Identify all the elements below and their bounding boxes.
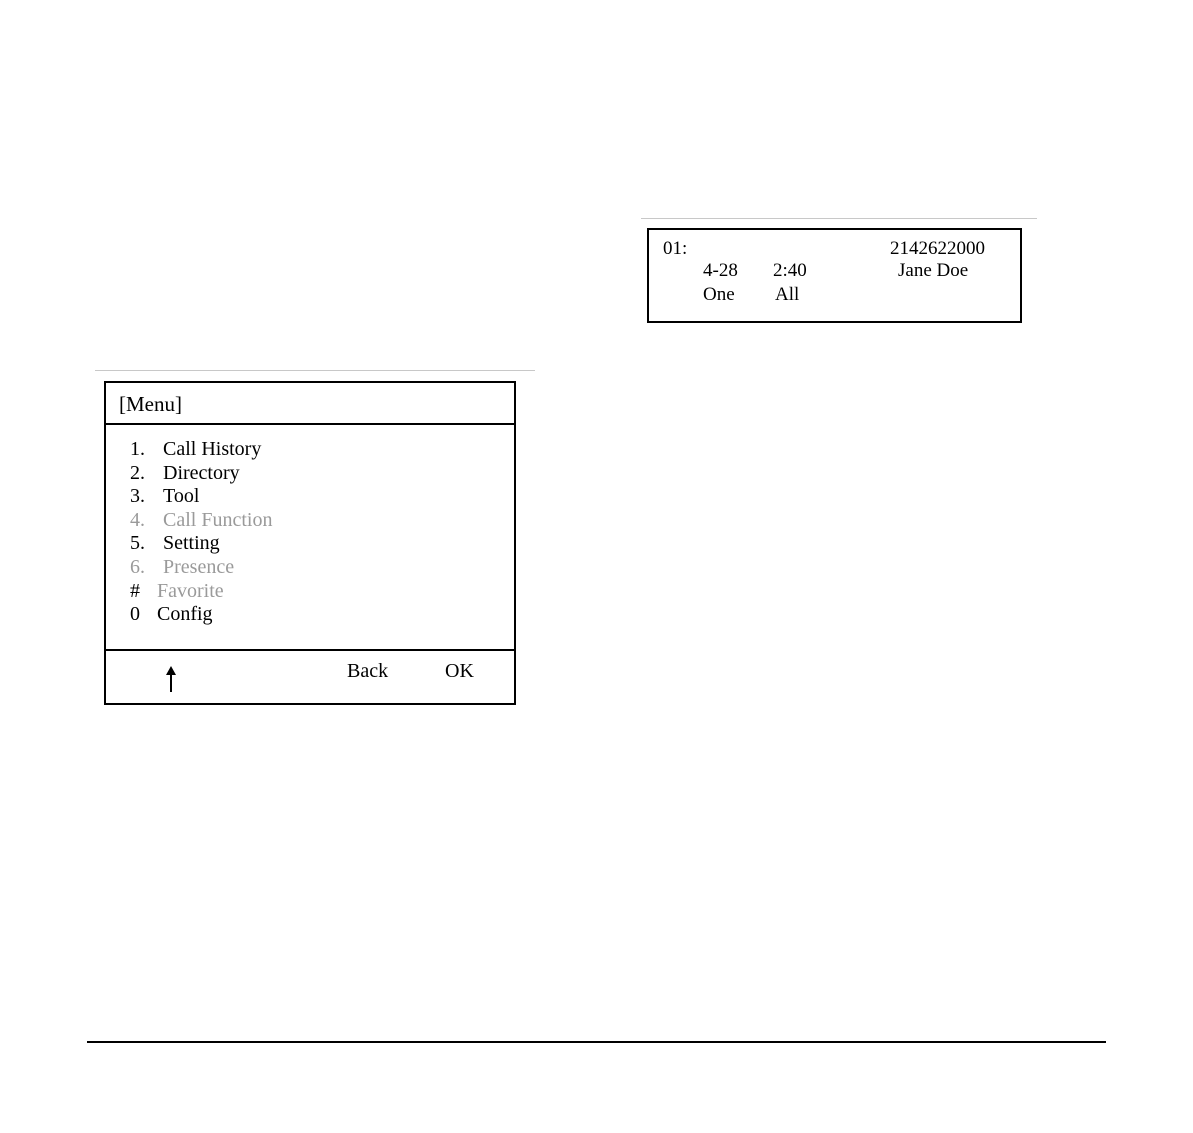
menu-item-call-history[interactable] bbox=[106, 438, 514, 462]
menu-item-presence bbox=[106, 556, 514, 580]
menu-item-tool[interactable] bbox=[106, 485, 514, 509]
menu-item-key: 5. bbox=[130, 532, 145, 555]
menu-item-label: Presence bbox=[163, 555, 235, 578]
ok-button[interactable]: OK bbox=[445, 660, 474, 682]
menu-item-label: Config bbox=[157, 603, 213, 626]
menu-item-favorite bbox=[106, 580, 514, 604]
footer-rule bbox=[87, 1041, 1106, 1043]
menu-item-config[interactable] bbox=[106, 603, 514, 627]
menu-item-key: 4. bbox=[130, 508, 145, 531]
call-history-display bbox=[647, 228, 1022, 323]
menu-item-directory[interactable] bbox=[106, 462, 514, 486]
menu-item-key: 3. bbox=[130, 485, 145, 508]
menu-display bbox=[104, 381, 516, 705]
menu-item-label: Setting bbox=[163, 532, 220, 555]
menu-item-call-function bbox=[106, 509, 514, 533]
menu-item-label: Directory bbox=[163, 461, 240, 484]
menu-header bbox=[106, 383, 514, 425]
menu-item-key: 0 bbox=[130, 603, 140, 626]
back-button[interactable]: Back bbox=[347, 660, 389, 682]
menu-item-key: 6. bbox=[130, 555, 145, 578]
softkey-bar bbox=[106, 649, 514, 703]
entry-index: 01: bbox=[663, 238, 688, 259]
top-rule-right bbox=[641, 218, 1037, 219]
menu-item-label: Call History bbox=[163, 438, 262, 460]
menu-item-label: Tool bbox=[163, 485, 200, 508]
menu-item-key: 2. bbox=[130, 461, 145, 484]
menu-item-key: # bbox=[130, 579, 140, 602]
menu-title: [Menu] bbox=[119, 392, 182, 416]
menu-item-setting[interactable] bbox=[106, 532, 514, 556]
call-date: 4-28 bbox=[703, 260, 738, 281]
softkey-one[interactable]: One bbox=[703, 284, 735, 305]
menu-list bbox=[106, 438, 514, 627]
menu-item-key: 1. bbox=[130, 438, 145, 460]
call-time: 2:40 bbox=[773, 260, 807, 281]
menu-item-label: Call Function bbox=[163, 508, 273, 531]
softkey-all[interactable]: All bbox=[775, 284, 800, 305]
phone-number: 2142622000 bbox=[890, 238, 985, 259]
up-arrow-icon[interactable] bbox=[164, 665, 178, 693]
top-rule-left bbox=[95, 370, 535, 371]
caller-name: Jane Doe bbox=[898, 260, 969, 281]
menu-item-label: Favorite bbox=[157, 579, 224, 602]
